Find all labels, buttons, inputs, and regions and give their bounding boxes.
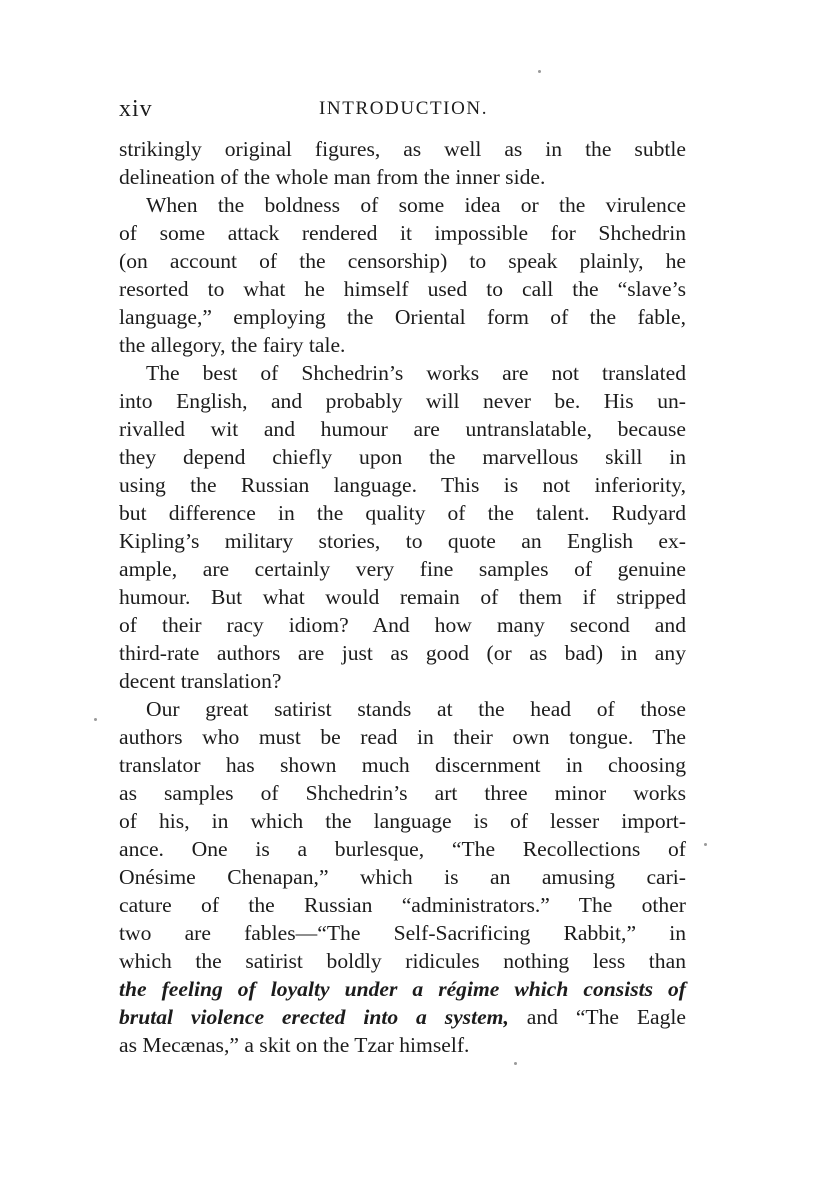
running-head <box>119 94 686 124</box>
text-line: which the satirist boldly ridicules nothing less than <box>119 949 686 973</box>
text-line: translator has shown much discernment in choosing <box>119 753 686 777</box>
text-fragment: and “The Eagle <box>508 1005 687 1029</box>
text-line <box>119 1003 686 1031</box>
italic-phrase: brutal violence erected into a system, <box>119 1005 509 1029</box>
text-line: Our great satirist stands at the head of those <box>146 697 686 721</box>
scan-speck <box>94 718 97 721</box>
text-line: resorted to what he himself used to call the “slave’s <box>119 277 686 301</box>
text-line: of their racy idiom? And how many second and <box>119 613 686 637</box>
scan-speck <box>514 1062 517 1065</box>
text-line: The best of Shchedrin’s works are not translated <box>146 361 686 385</box>
text-line: as Mecænas,” a skit on the Tzar himself. <box>119 1033 470 1057</box>
body-text <box>119 135 686 1059</box>
text-line: rivalled wit and humour are untranslatable, because <box>119 417 686 441</box>
text-line: ance. One is a burlesque, “The Recollections of <box>119 837 686 861</box>
text-line: delineation of the whole man from the inner side. <box>119 165 546 189</box>
text-line: two are fables—“The Self-Sacrificing Rabbit,” in <box>119 921 686 945</box>
text-line: of his, in which the language is of lesser import- <box>119 809 686 833</box>
text-line: cature of the Russian “administrators.” The other <box>119 893 686 917</box>
text-line: but difference in the quality of the talent. Rudyard <box>119 501 686 525</box>
text-line: Onésime Chenapan,” which is an amusing cari- <box>119 865 686 889</box>
text-line: ample, are certainly very fine samples of genuine <box>119 557 686 581</box>
text-line: When the boldness of some idea or the virulence <box>146 193 686 217</box>
scan-speck <box>538 70 541 73</box>
page-number: xiv <box>119 96 153 122</box>
text-line: decent translation? <box>119 669 282 693</box>
text-line: the allegory, the fairy tale. <box>119 333 346 357</box>
italic-text-line: the feeling of loyalty under a régime which consists of <box>119 977 686 1001</box>
scan-speck <box>704 843 707 846</box>
text-line: language,” employing the Oriental form of the fable, <box>119 305 686 329</box>
text-line: they depend chiefly upon the marvellous skill in <box>119 445 686 469</box>
text-line: authors who must be read in their own tongue. The <box>119 725 686 749</box>
text-line: as samples of Shchedrin’s art three minor works <box>119 781 686 805</box>
book-page <box>119 94 686 1059</box>
running-title: INTRODUCTION. <box>319 98 489 119</box>
text-line: strikingly original figures, as well as in the subtle <box>119 137 686 161</box>
text-line: into English, and probably will never be. His un- <box>119 389 686 413</box>
text-line: humour. But what would remain of them if stripped <box>119 585 686 609</box>
text-line: of some attack rendered it impossible for Shchedrin <box>119 221 686 245</box>
text-line: (on account of the censorship) to speak plainly, he <box>119 249 686 273</box>
text-line: using the Russian language. This is not inferiority, <box>119 473 686 497</box>
text-line: Kipling’s military stories, to quote an English ex- <box>119 529 686 553</box>
text-line: third-rate authors are just as good (or as bad) in any <box>119 641 686 665</box>
